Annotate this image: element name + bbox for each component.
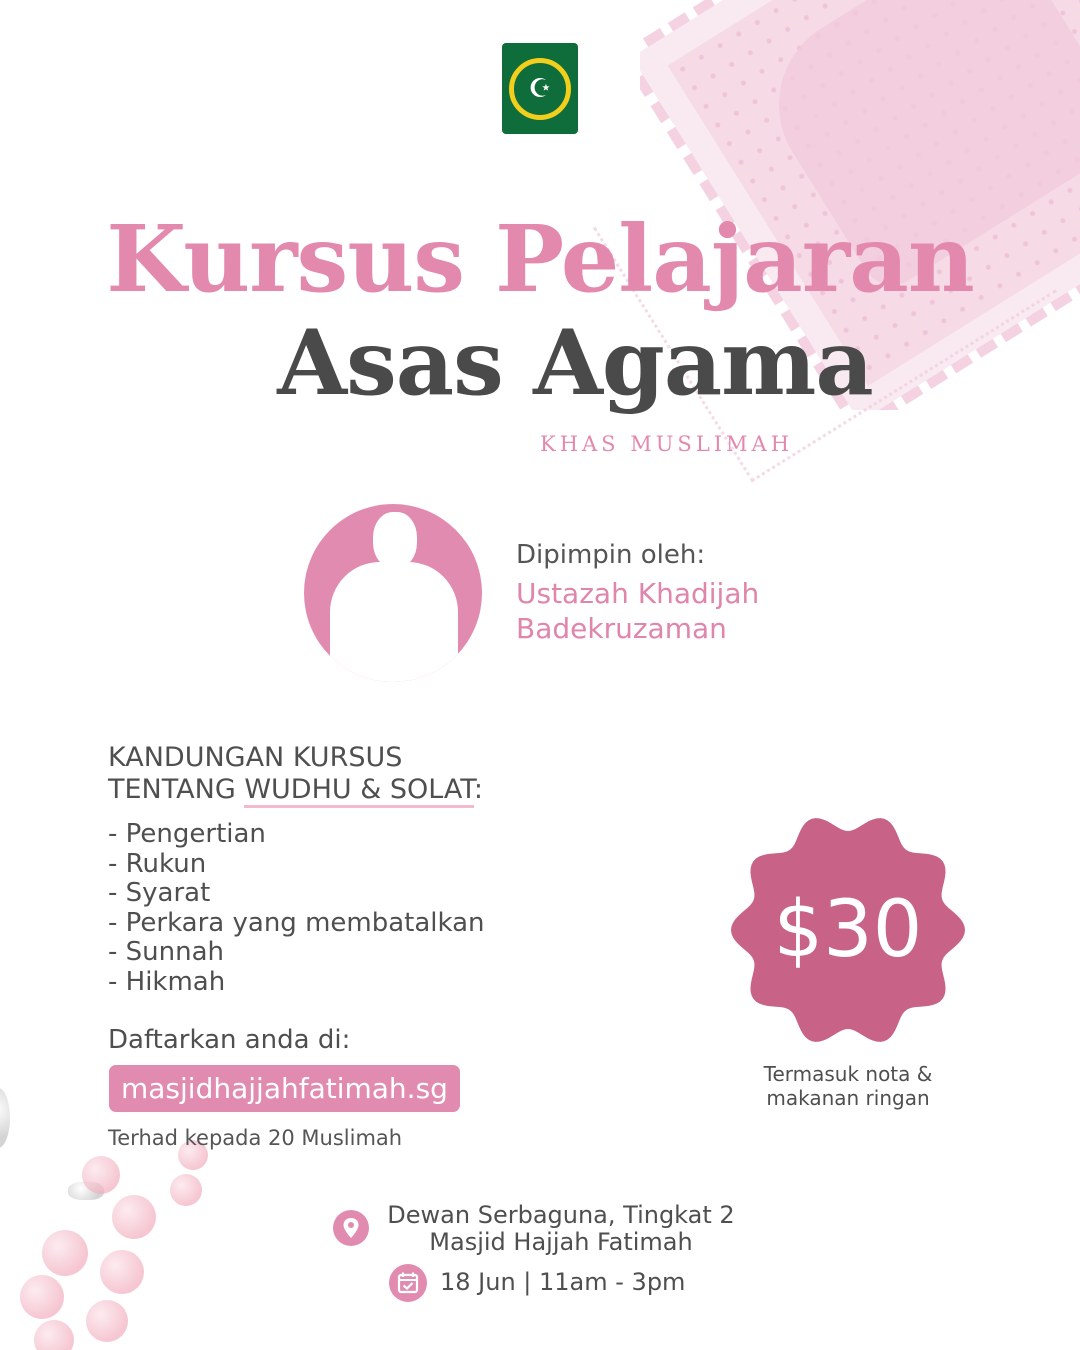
venue-line-1: Dewan Serbaguna, Tingkat 2 <box>387 1201 735 1229</box>
instructor-name <box>516 576 759 646</box>
list-item: - Sunnah <box>108 937 224 967</box>
heading-line-2 <box>108 774 483 806</box>
heading-prefix: TENTANG <box>108 774 245 805</box>
venue <box>376 1202 746 1256</box>
topic-list <box>108 820 485 997</box>
list-item: - Syarat <box>108 878 211 908</box>
location-pin-icon <box>333 1210 369 1246</box>
list-item: - Pengertian <box>108 819 266 849</box>
heading-line-1: KANDUNGAN KURSUS <box>108 742 403 773</box>
price-note-line-2: makanan ringan <box>766 1086 930 1110</box>
course-contents-heading <box>108 742 483 806</box>
mosque-logo <box>502 43 578 134</box>
instructor-name-line-2: Badekruzaman <box>516 612 727 645</box>
person-silhouette-icon <box>304 504 482 682</box>
participant-limit: Terhad kepada 20 Muslimah <box>108 1126 403 1150</box>
subtitle: KHAS MUSLIMAH <box>540 432 794 456</box>
title-line-2: Asas Agama <box>277 310 873 416</box>
mosque-calligraphy-icon: ☪ <box>509 58 571 120</box>
price-note <box>738 1062 958 1110</box>
register-label: Daftarkan anda di: <box>108 1025 351 1055</box>
venue-line-2: Masjid Hajjah Fatimah <box>429 1228 693 1256</box>
instructor-name-line-1: Ustazah Khadijah <box>516 577 760 610</box>
price-note-line-1: Termasuk nota & <box>763 1062 933 1086</box>
list-item: - Rukun <box>108 848 207 879</box>
list-item: - Hikmah <box>108 966 226 997</box>
register-link[interactable]: masjidhajjahfatimah.sg <box>109 1065 460 1112</box>
heading-suffix: : <box>473 774 483 805</box>
schedule-date-time: 18 Jun | 11am - 3pm <box>440 1268 686 1296</box>
title-line-1: Kursus Pelajaran <box>106 205 974 313</box>
price-amount: $30 <box>773 885 923 975</box>
led-by-label: Dipimpin oleh: <box>516 540 706 570</box>
calendar-check-icon <box>389 1264 427 1302</box>
list-item: - Perkara yang membatalkan <box>108 907 485 938</box>
heading-highlight: WUDHU & SOLAT <box>244 774 474 808</box>
